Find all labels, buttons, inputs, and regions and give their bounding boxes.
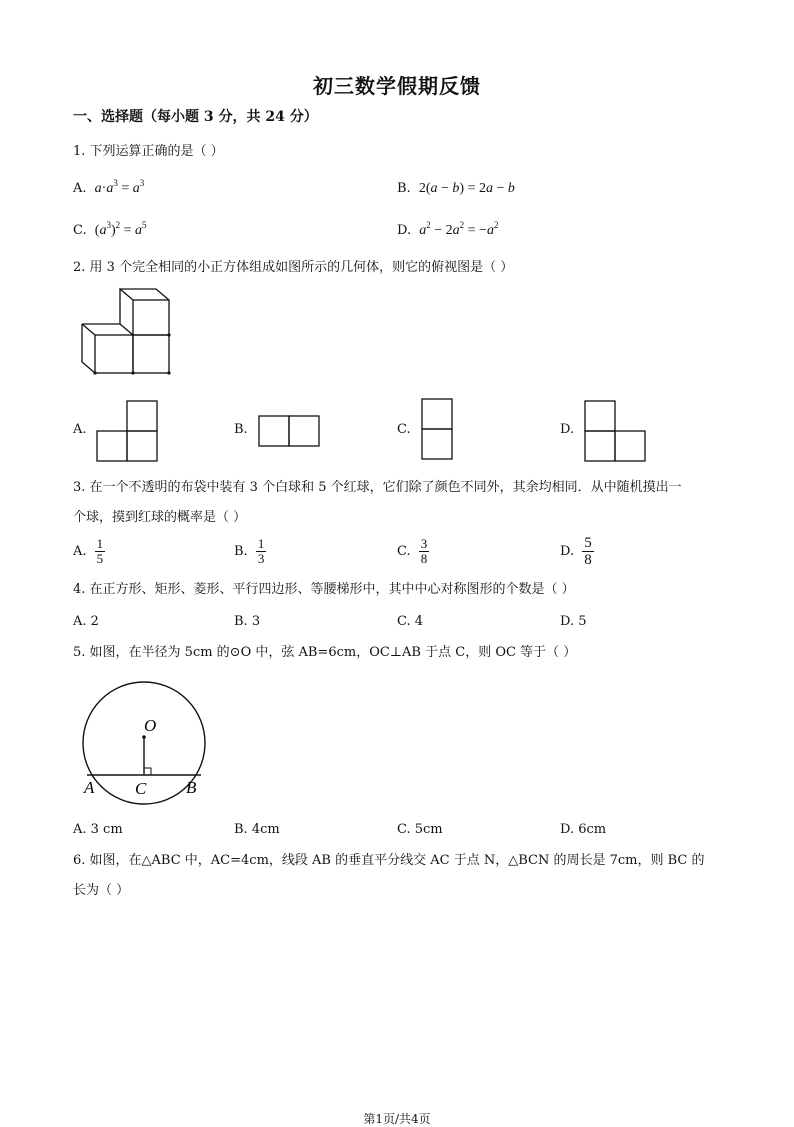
question-4-stem: 4. 在正方形、矩形、菱形、平行四边形、等腰梯形中，其中中心对称图形的个数是（ ）: [73, 582, 575, 597]
q2-option-d-label: D.: [560, 422, 575, 437]
q3-option-a-numerator: 1: [96, 536, 104, 551]
q3-option-b-label: B.: [234, 544, 248, 559]
q3-option-a-denominator: 5: [96, 551, 104, 566]
question-6-stem-line-2: 长为（ ）: [73, 883, 130, 898]
q3-option-d-numerator: 5: [584, 535, 592, 551]
q2-option-c-label: C.: [397, 422, 411, 437]
q5-option-d: D. 6cm: [560, 822, 607, 837]
question-3-stem-line-1: 3. 在一个不透明的布袋中装有 3 个白球和 5 个红球，它们除了颜色不同外，其余均相同．从中随机摸出一: [73, 480, 682, 495]
q3-option-d-label: D.: [560, 544, 575, 559]
question-1-stem: 1. 下列运算正确的是（ ）: [73, 144, 224, 159]
q3-option-c-label: C.: [397, 544, 411, 559]
q2-option-b-label: B.: [234, 422, 248, 437]
q3-option-c: [397, 537, 429, 566]
q1-option-b-expr: 2(a − b) = 2a − b: [418, 181, 515, 196]
page-title: 初三数学假期反馈: [313, 74, 481, 98]
q3-option-c-denominator: 8: [420, 551, 428, 566]
point-o-label: O: [144, 716, 157, 735]
q2-option-a-label: A.: [73, 422, 87, 437]
q1-option-d: [397, 222, 498, 240]
page-footer: 第1页/共4页: [363, 1112, 431, 1126]
q1-option-c-label: C.: [73, 223, 87, 238]
q1-option-a: [73, 180, 144, 198]
q3-option-d-fraction: [582, 535, 594, 568]
q2-option-b-figure: [258, 415, 320, 447]
q4-option-c: C. 4: [397, 614, 424, 629]
q2-option-c-figure: [421, 398, 453, 460]
q3-option-b-denominator: 3: [257, 551, 265, 566]
q3-option-a: [73, 537, 105, 566]
q4-option-a: A. 2: [73, 614, 99, 629]
q1-option-c: [73, 222, 147, 240]
point-b-label: B: [186, 778, 197, 797]
q3-option-b-numerator: 1: [257, 536, 265, 551]
q5-option-a: A. 3 cm: [73, 822, 123, 837]
q3-option-d: [560, 535, 594, 568]
q3-option-d-denominator: 8: [584, 552, 592, 568]
section-heading: 一、选择题（每小题 3 分，共 24 分）: [73, 109, 318, 125]
point-c-label: C: [135, 779, 147, 798]
q3-option-c-numerator: 3: [420, 536, 428, 551]
q2-option-a-figure: [96, 400, 158, 462]
q1-option-c-expr: $(a^3)^2 = a^5$: [94, 220, 147, 238]
q5-option-c: C. 5cm: [397, 822, 443, 837]
point-a-label: A: [84, 778, 95, 797]
q3-option-a-label: A.: [73, 544, 87, 559]
question-2-stem: 2. 用 3 个完全相同的小正方体组成如图所示的几何体，则它的俯视图是（ ）: [73, 260, 514, 275]
q1-option-b-label: B.: [397, 181, 411, 196]
question-3-stem-line-2: 个球，摸到红球的概率是（ ）: [73, 510, 247, 525]
q3-option-b: [234, 537, 266, 566]
q1-option-d-label: D.: [397, 223, 412, 238]
question-5-stem: 5. 如图，在半径为 5cm 的⊙O 中，弦 AB=6cm，OC⊥AB 于点 C，则 OC 等于（ ）: [73, 645, 577, 660]
q4-option-b: B. 3: [234, 614, 261, 629]
q1-option-a-label: A.: [73, 181, 87, 196]
q3-option-b-fraction: [256, 537, 267, 566]
q5-option-b: B. 4cm: [234, 822, 280, 837]
question-6-stem-line-1: 6. 如图，在△ABC 中，AC=4cm，线段 AB 的垂直平分线交 AC 于点 N，△BCN 的周长是 7cm，则 BC 的: [73, 853, 705, 868]
q3-option-c-fraction: [419, 537, 430, 566]
q4-option-d: D. 5: [560, 614, 587, 629]
circle-chord-figure: [78, 686, 218, 806]
q1-option-b: [397, 180, 515, 198]
q1-option-a-expr: $a\cdot a^3 = a^3$: [94, 178, 145, 196]
cube-solid-figure: [78, 288, 173, 378]
q3-option-a-fraction: [95, 537, 106, 566]
q1-option-d-expr: $a^2 - 2a^2 = -a^2$: [419, 220, 499, 238]
q2-option-d-figure: [584, 400, 646, 462]
